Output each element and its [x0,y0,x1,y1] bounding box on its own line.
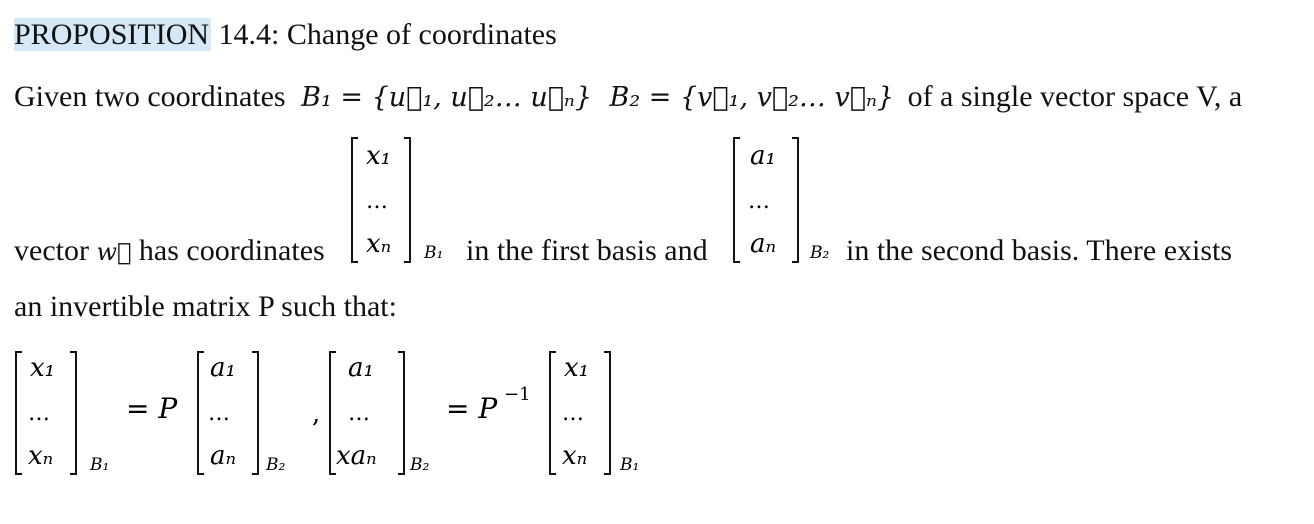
statement-line-2 [14,234,325,268]
right-bracket [252,352,258,474]
change-of-coordinates-equation [14,346,674,482]
right-bracket [604,352,610,474]
right-bracket [792,138,798,262]
basis-subscript: B₂ [266,455,286,475]
coordinate-matrix-x-b1 [344,134,464,266]
matrix-entry: … [28,401,50,426]
vector-w: w⃗ [96,238,132,266]
basis-subscript: B₂ [810,243,830,263]
basis-subscript: B₂ [410,455,430,475]
matrix-entry: a₁ [348,353,374,383]
basis-subscript: B₁ [90,455,110,475]
statement-line-3 [14,290,397,324]
statement-text: in the second basis. There exists [846,234,1233,267]
matrix-entry: xₙ [28,441,54,471]
statement-text: of a single vector space V, a [907,80,1243,113]
basis-b1-definition: B₁ = {u⃗₁, u⃗₂… u⃗ₙ} [301,82,593,113]
matrix-entry: x₁ [366,141,392,171]
matrix-entry: xₙ [562,441,588,471]
proposition-label: PROPOSITION [14,18,210,51]
matrix-entry: … [562,401,584,426]
matrix-entry: … [208,401,230,426]
right-bracket [404,138,410,262]
statement-line-1 [14,80,1242,114]
matrix-entry: x₁ [30,353,56,383]
right-bracket [70,352,76,474]
left-bracket [352,138,358,262]
equals-p: = P [126,392,178,425]
matrix-xa-b2 [330,352,429,475]
matrix-entry: … [748,189,770,214]
matrix-entry: … [366,189,388,214]
statement-text: in the first basis and [466,234,708,267]
left-bracket [550,352,556,474]
comma: , [312,399,321,429]
left-bracket [16,352,22,474]
right-bracket [398,352,404,474]
coordinate-matrix-a-b2 [726,134,846,266]
matrix-entry: … [348,401,370,426]
matrix-a-b2 [198,352,285,475]
left-bracket [198,352,204,474]
matrix-x-b1-result [550,352,639,475]
basis-subscript: B₁ [620,455,640,475]
equals-p: = P [446,392,498,425]
matrix-x-b1 [16,352,109,475]
left-bracket [734,138,740,262]
matrix-entry: aₙ [210,441,237,471]
statement-text: an invertible matrix P such that: [14,290,397,323]
statement-text: Given two coordinates [14,80,286,113]
inverse-exponent: −1 [504,384,531,405]
matrix-entry: a₁ [750,141,776,171]
matrix-entry: a₁ [210,353,236,383]
matrix-entry: aₙ [750,229,777,259]
matrix-entry: xₙ [366,229,392,259]
proposition-title: 14.4: Change of coordinates [211,18,557,51]
basis-b2-definition: B₂ = {v⃗₁, v⃗₂… v⃗ₙ} [609,82,895,113]
basis-subscript: B₁ [424,243,444,263]
matrix-entry: xaₙ [336,441,377,471]
matrix-entry: x₁ [564,353,590,383]
statement-text: has coordinates [138,234,325,267]
proposition-heading [14,18,557,52]
statement-text: vector [14,234,89,267]
